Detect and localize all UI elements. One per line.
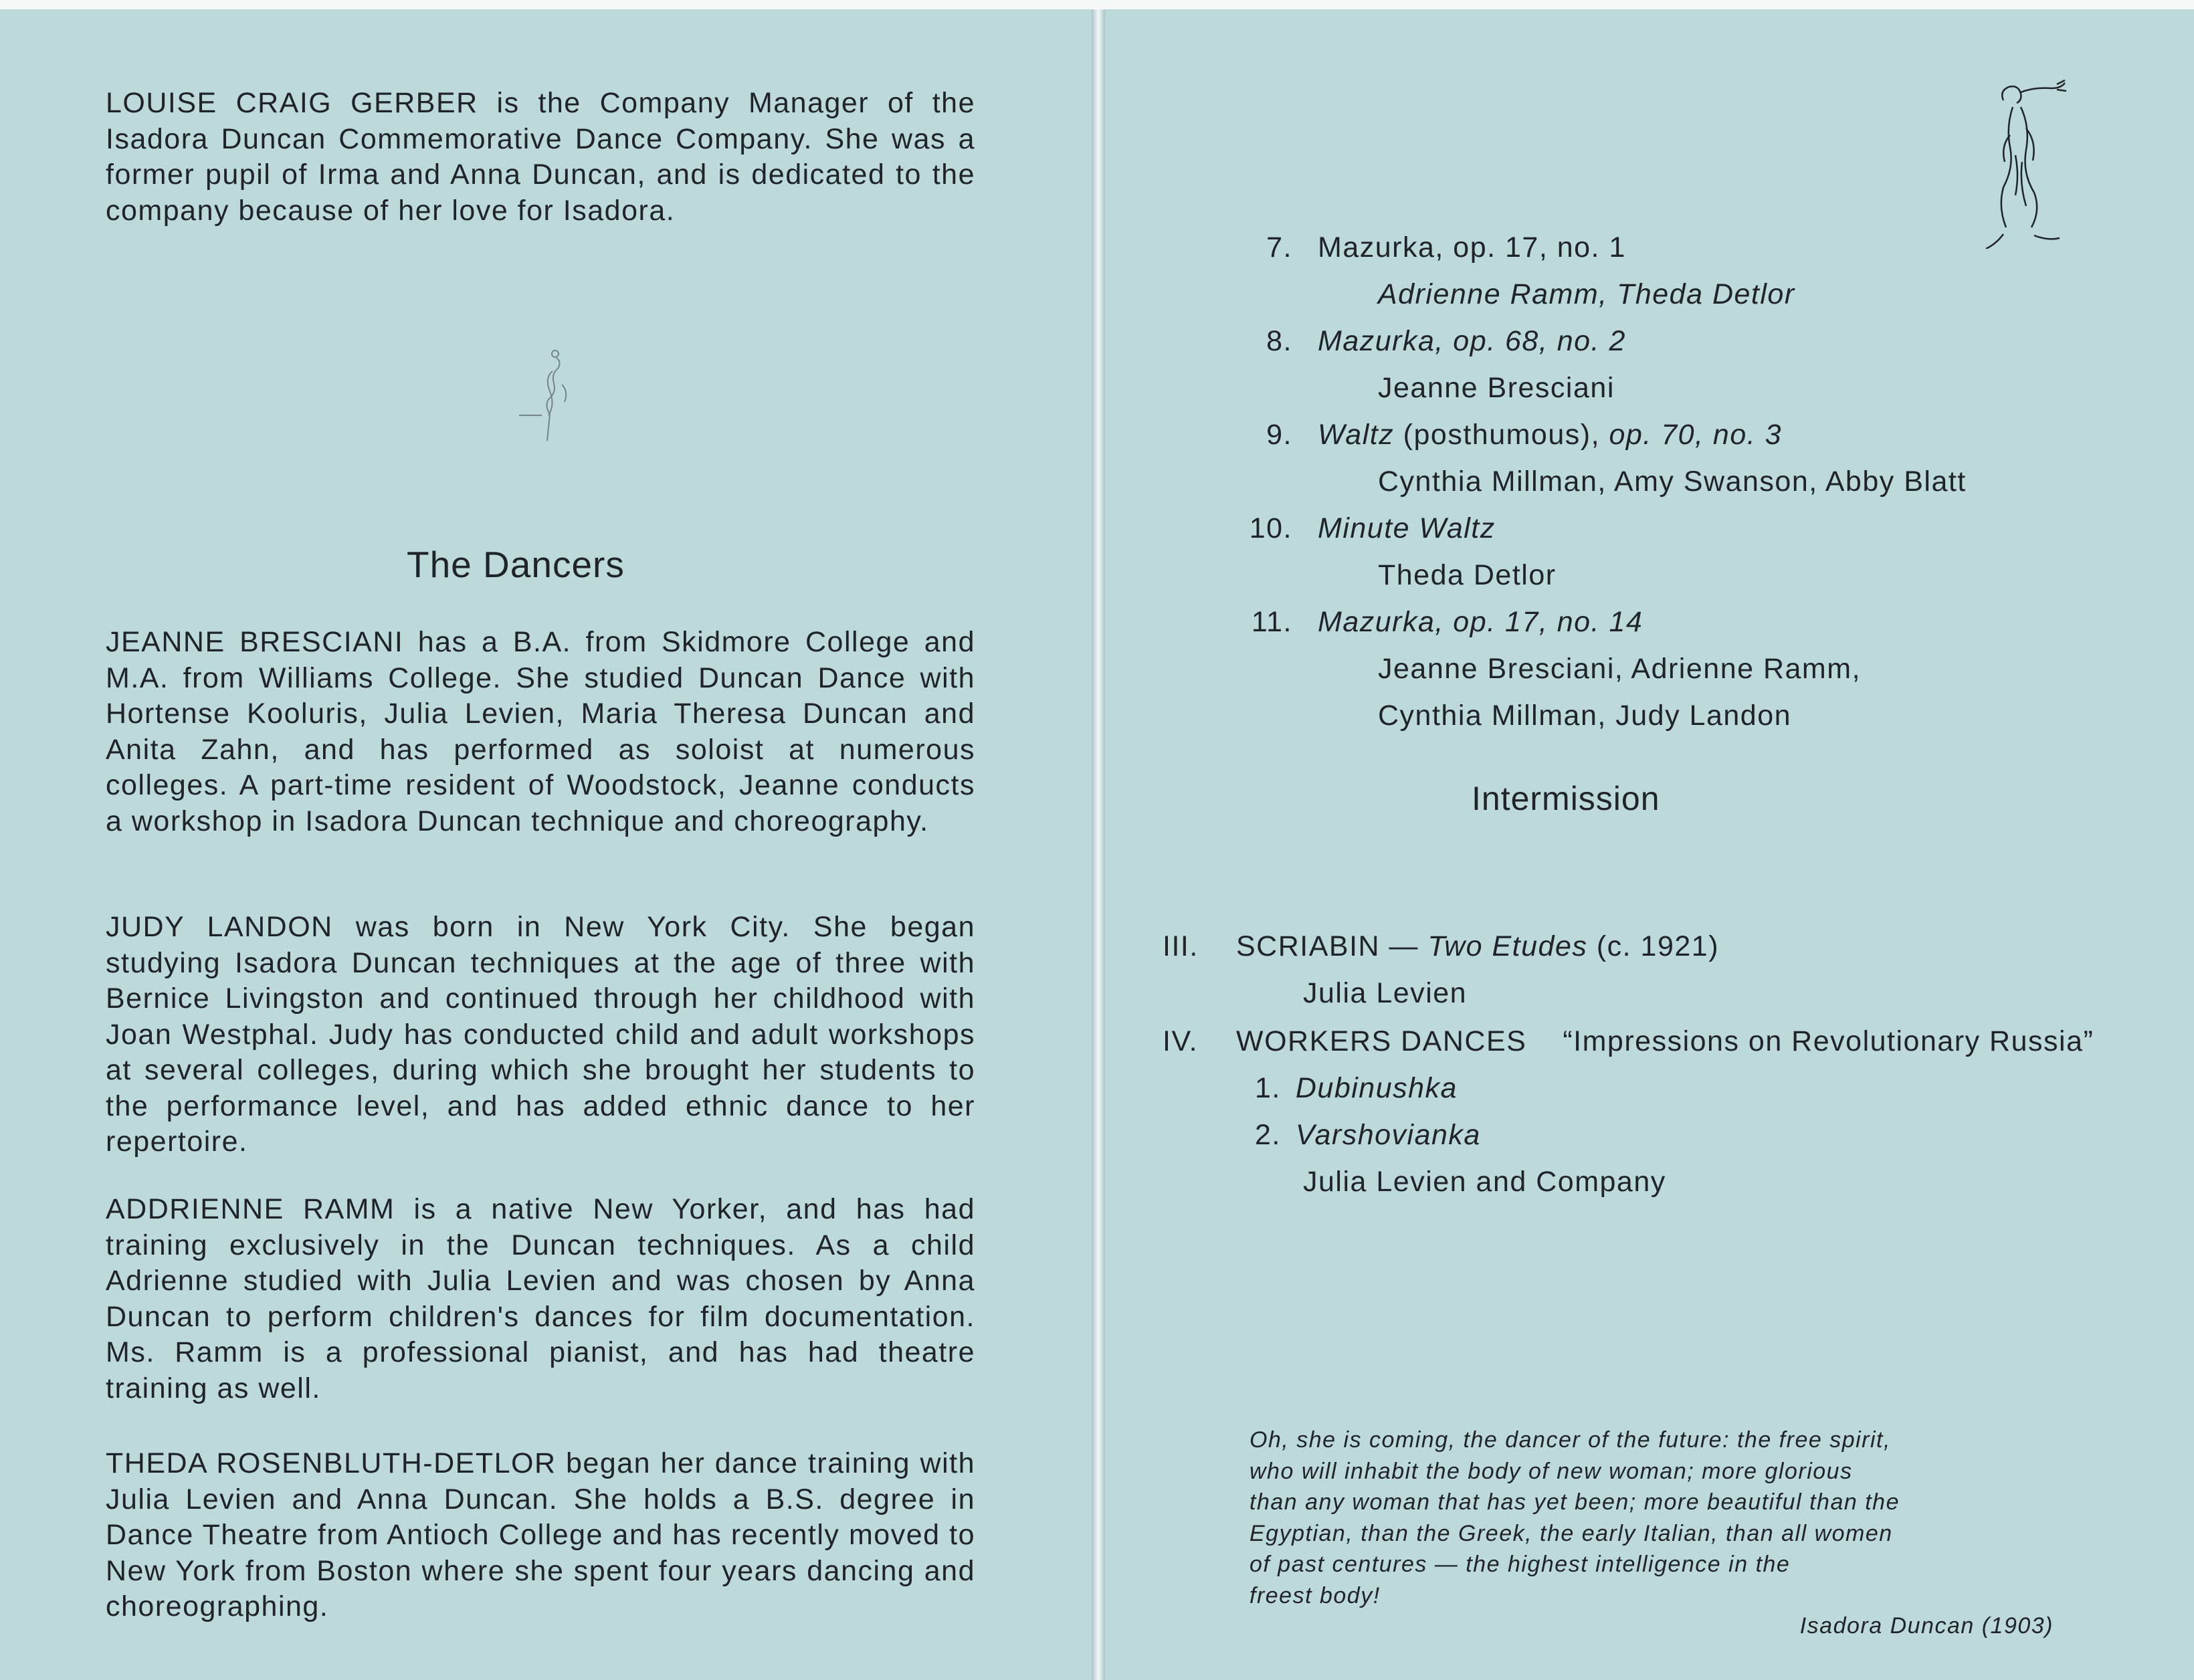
quote-line: than any woman that has yet been; more beautiful than the <box>1250 1489 1900 1515</box>
program-title: Minute Waltz <box>1318 512 1496 544</box>
program-number: 10. <box>1249 512 1292 544</box>
page-fold <box>1092 9 1105 1680</box>
program-performers: Theda Detlor <box>1378 559 1557 591</box>
manager-bio: LOUISE CRAIG GERBER is the Company Manager of the Isadora Duncan Commemorative Dance Company. She was a former pupil of Irma and Anna Duncan, and is dedicated to the company because of her love for Isadora. <box>106 87 975 227</box>
program-title-b: (posthumous), <box>1394 419 1609 451</box>
program-title: Mazurka, op. 68, no. 2 <box>1318 325 1626 357</box>
program-item-8 <box>1232 318 1626 411</box>
quote-line: who will inhabit the body of new woman; more glorious <box>1250 1458 1853 1484</box>
section-item-title: Varshovianka <box>1295 1119 1481 1151</box>
program-item-10 <box>1232 505 1557 599</box>
section-numeral: IV. <box>1163 1025 1199 1057</box>
program-item-9 <box>1232 411 1967 505</box>
left-page <box>0 9 1092 1680</box>
program-performers: Cynthia Millman, Amy Swanson, Abby Blatt <box>1378 465 1967 498</box>
bio-jeanne-bresciani: JEANNE BRESCIANI has a B.A. from Skidmore College and M.A. from Williams College. She studied Duncan Dance with Hortense Kooluris, Julia Levien, Maria Theresa Duncan and Anita Zahn, and has performed as soloist at numerous colleges. A part-time resident of Woodstock, Jeanne conducts a workshop in Isadora Duncan technique and choreography. <box>106 626 975 837</box>
program-number: 11. <box>1251 606 1292 638</box>
program-performers-line1: Jeanne Bresciani, Adrienne Ramm, <box>1378 653 1862 685</box>
section-subtitle: “Impressions on Revolutionary Russia” <box>1563 1025 2094 1057</box>
program-number: 9. <box>1266 419 1292 451</box>
program-performers-line2: Cynthia Millman, Judy Landon <box>1378 700 1792 732</box>
bio-theda-rosenbluth-detlor: THEDA ROSENBLUTH-DETLOR began her dance training with Julia Levien and Anna Duncan. She holds a B.S. degree in Dance Theatre from Antioch College and has recently moved to New York from Boston where she spent four years dancing and choreographing. <box>106 1447 975 1622</box>
section-iii <box>1163 923 1719 1017</box>
intermission-heading: Intermission <box>1472 780 1660 817</box>
program-performers: Jeanne Bresciani <box>1378 372 1615 404</box>
program-title-c: op. 70, no. 3 <box>1609 419 1783 451</box>
isadora-dancer-sketch-icon <box>1957 75 2077 249</box>
program-item-7 <box>1232 224 1795 318</box>
program-item-11 <box>1232 599 1861 739</box>
section-work: Two Etudes <box>1427 930 1588 962</box>
program-number: 7. <box>1266 231 1292 264</box>
section-performers: Julia Levien <box>1303 977 1468 1009</box>
bio-adrienne-ramm: ADDRIENNE RAMM is a native New Yorker, and has had training exclusively in the Duncan techniques. As a child Adrienne studied with Julia Levien and was chosen by Anna Duncan to perform children's dances for film documentation. Ms. Ramm is a professional pianist, and has had theatre training as well. <box>106 1193 975 1404</box>
dancers-heading: The Dancers <box>407 544 625 585</box>
section-item-number: 2. <box>1255 1119 1281 1151</box>
section-date: (c. 1921) <box>1587 930 1720 962</box>
section-iv <box>1163 1018 2094 1205</box>
program-performers: Adrienne Ramm, Theda Detlor <box>1378 278 1795 310</box>
program-title: Mazurka, op. 17, no. 1 <box>1318 231 1626 264</box>
duncan-quote <box>1250 1425 2052 1611</box>
bio-judy-landon: JUDY LANDON was born in New York City. She began studying Isadora Duncan techniques at the age of three with Bernice Livingston and continued through her childhood with Joan Westphal. Judy has conducted child and adult workshops at several colleges, during which she brought her students to the performance level, and has added ethnic dance to her repertoire. <box>106 911 975 1158</box>
section-title: WORKERS DANCES <box>1236 1025 1527 1057</box>
section-numeral: III. <box>1163 930 1199 962</box>
quote-line: Egyptian, than the Greek, the early Italian, than all women <box>1250 1520 1893 1546</box>
quote-line: Oh, she is coming, the dancer of the future: the free spirit, <box>1250 1427 1891 1453</box>
quote-line: of past centures — the highest intelligence in the <box>1250 1552 1791 1577</box>
quote-line: freest body! <box>1250 1582 1381 1608</box>
section-item-number: 1. <box>1255 1072 1281 1104</box>
section-item-title: Dubinushka <box>1295 1072 1458 1104</box>
program-title: Mazurka, op. 17, no. 14 <box>1318 606 1643 638</box>
quote-attribution: Isadora Duncan (1903) <box>1799 1613 2054 1639</box>
section-composer: SCRIABIN — <box>1236 930 1428 962</box>
program-title-a: Waltz <box>1318 419 1395 451</box>
small-dancer-sketch-icon <box>515 344 589 478</box>
section-performers: Julia Levien and Company <box>1303 1166 1666 1198</box>
program-number: 8. <box>1266 325 1292 357</box>
